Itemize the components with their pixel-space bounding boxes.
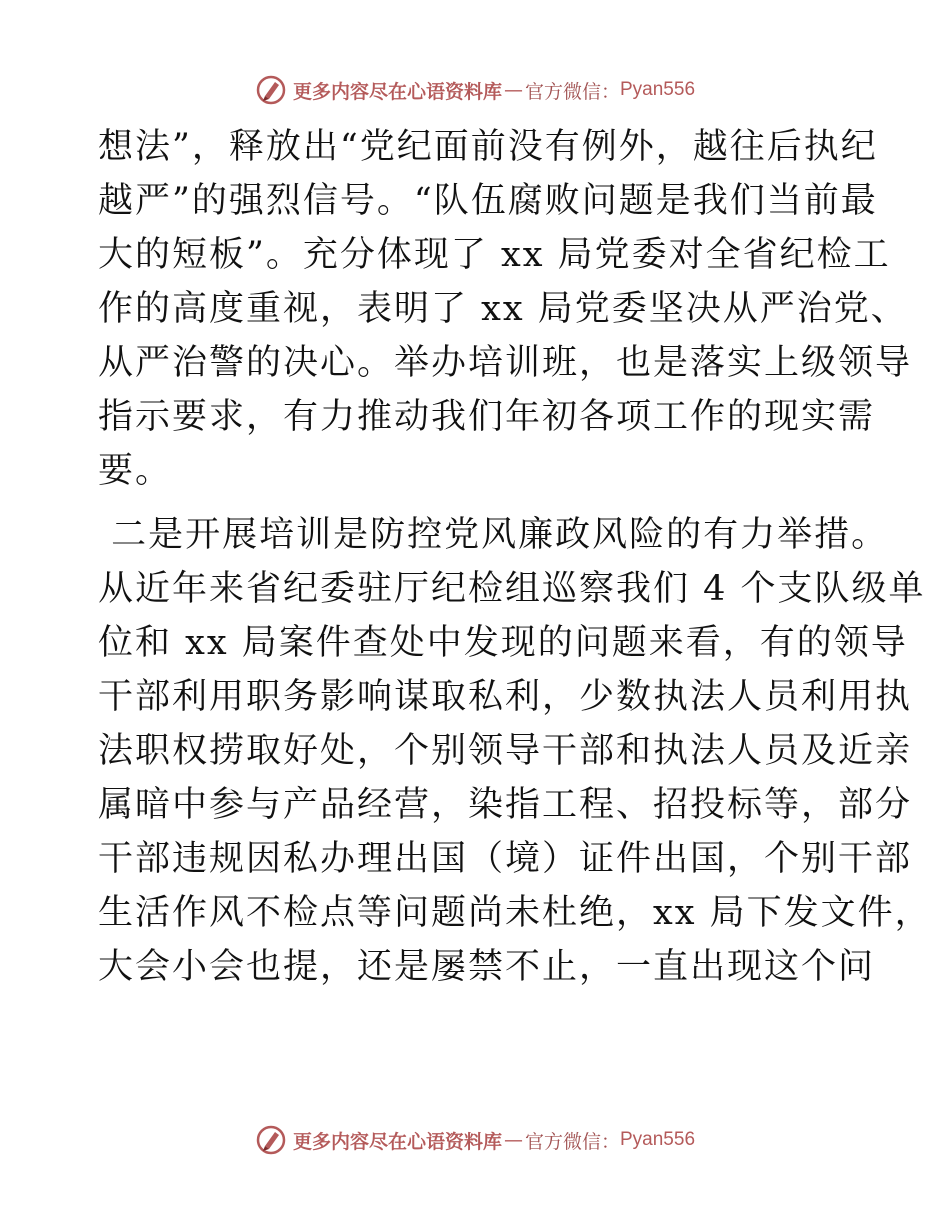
text-line: 从严治警的决心。举办培训班，也是落实上级领导 xyxy=(98,343,913,383)
document-body xyxy=(98,120,932,994)
watermark-separator: — xyxy=(503,79,523,101)
watermark-wechat-label: 官方微信： xyxy=(524,80,620,103)
text-line: 大的短板”。充分体现了 xx 局党委对全省纪检工 xyxy=(98,235,891,275)
paragraph-2 xyxy=(98,508,932,994)
text-line: 干部利用职务影响谋取私利，少数执法人员利用执 xyxy=(98,677,913,717)
text-line: 属暗中参与产品经营，染指工程、招投标等，部分 xyxy=(98,785,913,825)
text-line: 想法”，释放出“党纪面前没有例外，越往后执纪 xyxy=(98,127,878,167)
watermark-wechat-id: Pyan556 xyxy=(620,79,696,100)
footer-watermark xyxy=(0,1120,950,1160)
header-watermark xyxy=(0,70,950,110)
paragraph-gap xyxy=(98,498,858,508)
watermark-main-text: 更多内容尽在心语资料库 xyxy=(292,1130,502,1153)
text-line: 生活作风不检点等问题尚未杜绝，xx 局下发文件， xyxy=(98,893,932,933)
paragraph-1 xyxy=(98,120,913,498)
watermark-main-text: 更多内容尽在心语资料库 xyxy=(292,80,502,103)
text-line: 干部违规因私办理出国（境）证件出国，个别干部 xyxy=(98,839,913,879)
watermark-wechat-id: Pyan556 xyxy=(620,1129,696,1150)
watermark-separator: — xyxy=(503,1129,523,1151)
text-line: 指示要求，有力推动我们年初各项工作的现实需 xyxy=(98,397,876,437)
text-line: 二是开展培训是防控党风廉政风险的有力举措。 xyxy=(98,515,889,555)
text-line: 要。 xyxy=(98,451,173,491)
text-line: 大会小会也提，还是屡禁不止，一直出现这个问 xyxy=(98,947,876,987)
pen-logo-icon xyxy=(255,74,287,106)
text-line: 作的高度重视，表明了 xx 局党委坚决从严治党、 xyxy=(98,289,908,329)
text-line: 越严”的强烈信号。“队伍腐败问题是我们当前最 xyxy=(98,181,878,221)
text-line: 法职权捞取好处，个别领导干部和执法人员及近亲 xyxy=(98,731,913,771)
pen-logo-icon xyxy=(255,1124,287,1156)
text-line: 位和 xx 局案件查处中发现的问题来看，有的领导 xyxy=(98,623,908,663)
text-line: 从近年来省纪委驻厅纪检组巡察我们 4 个支队级单 xyxy=(98,569,926,609)
watermark-wechat-label: 官方微信： xyxy=(524,1130,620,1153)
